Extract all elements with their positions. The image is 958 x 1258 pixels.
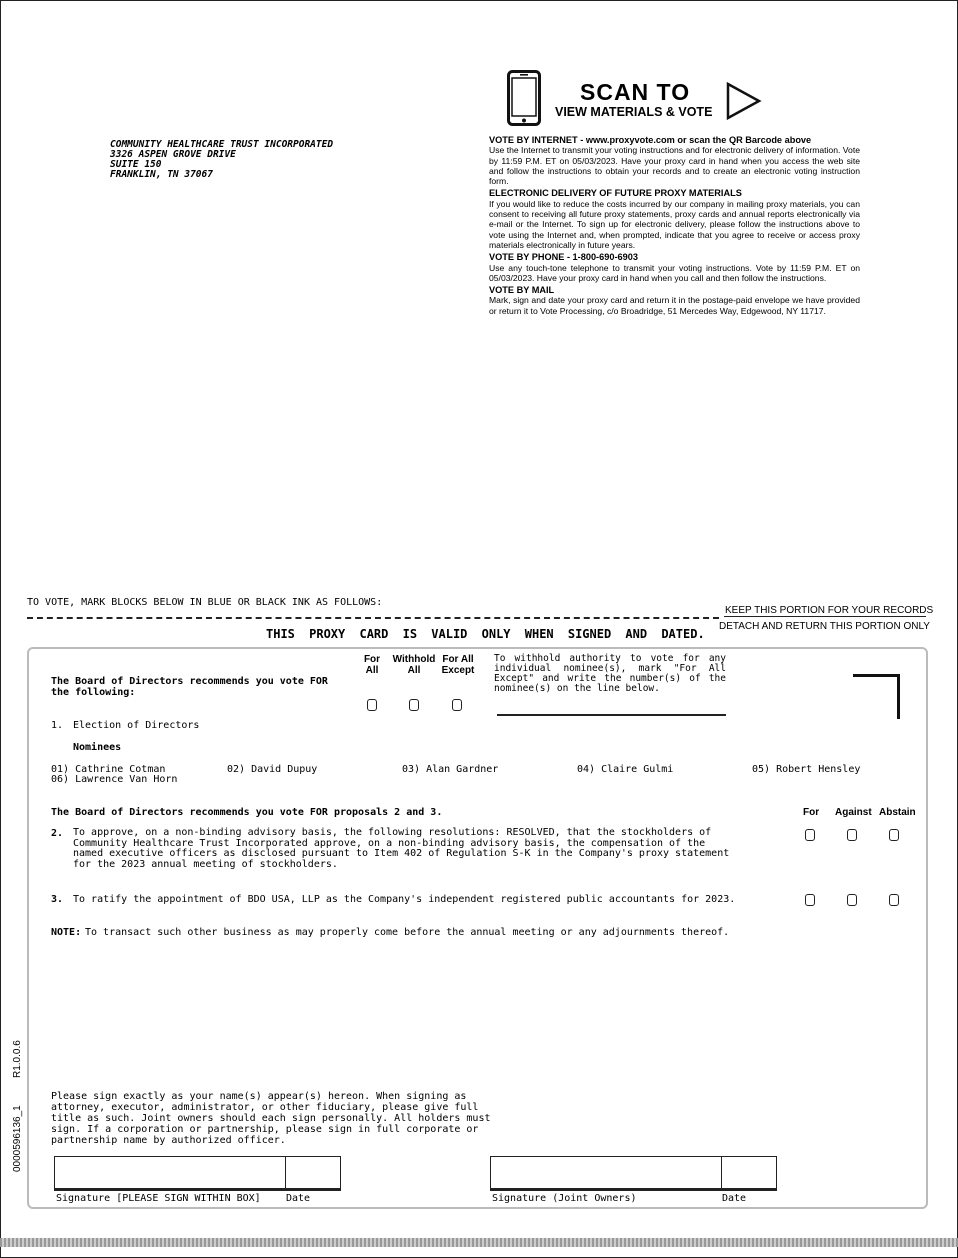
item-2-line-1: To approve, on a non-binding advisory basis, the following resolutions: RESOLVED, that the stockholders of [73,827,712,838]
sign-line-4: sign. If a corporation or partnership, please sign in full corporate or [51,1124,479,1135]
item-1-number: 1. [51,720,64,731]
date-label: Date [286,1193,311,1204]
internet-text: Use the Internet to transmit your voting instructions and for electronic delivery of information. Vote by 11:59 P.M. ET on 05/03/2023. Have your proxy card in hand when you access the web site and follow the instructions to obtain your records and to create an electronic voting instruction form. [489,145,860,187]
joint-date-box[interactable] [721,1156,777,1190]
item-2-line-4: for the 2023 annual meeting of stockholders. [73,858,338,870]
voting-instructions [489,134,860,318]
item-2-number: 2. [51,828,64,839]
col-withhold-line-1: Withhold [392,654,436,665]
scan-subtitle: VIEW MATERIALS & VOTE [555,105,713,119]
nominee-02: 02) David Dupuy [227,764,318,775]
item-3-text: To ratify the appointment of BDO USA, LLP as the Company's independent registered public accountants for 2023. [73,894,736,905]
recommend-heading-line-2: the following: [51,687,136,698]
nominee-04: 04) Claire Gulmi [577,764,674,775]
sign-line-5: partnership name by authorized officer. [51,1135,286,1146]
nominee-03: 03) Alan Gardner [402,764,499,775]
for-all-except-checkbox[interactable] [452,699,462,711]
recommend-proposals-heading: The Board of Directors recommends you vote FOR proposals 2 and 3. [51,807,443,818]
electronic-text: If you would like to reduce the costs incurred by our company in mailing proxy materials, you can consent to receiving all future proxy statements, proxy cards and annual reports electronically via e-mail or the Internet. To sign up for electronic delivery, please follow the instructions above to vote using the Internet and, when prompted, indicate that you agree to receive or access proxy materials electronically in future years. [489,198,860,250]
date-box[interactable] [285,1156,341,1190]
keep-portion-label: KEEP THIS PORTION FOR YOUR RECORDS [725,605,934,616]
sign-line-2: attorney, executor, administrator, or other fiduciary, please give full [51,1102,479,1113]
to-vote-instruction: TO VOTE, MARK BLOCKS BELOW IN BLUE OR BLACK INK AS FOLLOWS: [27,597,383,608]
recommend-heading-line-1: The Board of Directors recommends you vote FOR [51,676,328,687]
keep-portion-underline [724,616,926,617]
side-code-revision: R1.0.0.6 [12,1040,23,1078]
col-withhold-header [390,654,438,676]
col-except-header [440,654,476,676]
mailing-address [110,140,333,180]
joint-date-label: Date [722,1193,747,1204]
note-text: To transact such other business as may properly come before the annual meeting or any adjournments thereof. [85,927,730,938]
item-1-text: Election of Directors [73,720,200,731]
for-all-checkbox[interactable] [367,699,377,711]
note-label: NOTE: [51,927,82,938]
nominees-label: Nominees [73,742,122,753]
address-line-1: COMMUNITY HEALTHCARE TRUST INCORPORATED [110,139,334,150]
corner-mark-horizontal [853,674,900,677]
col-withhold-line-2: All [407,665,421,676]
item-2-for-checkbox[interactable] [805,829,815,841]
internet-heading: VOTE BY INTERNET - www.proxyvote.com or scan the QR Barcode above [489,135,812,145]
item-3-abstain-checkbox[interactable] [889,894,899,906]
joint-signature-label: Signature (Joint Owners) [492,1193,637,1204]
withhold-all-checkbox[interactable] [409,699,419,711]
nominee-06: 06) Lawrence Van Horn [51,774,178,785]
nominee-exception-line[interactable] [497,714,726,716]
nominee-05: 05) Robert Hensley [752,764,861,775]
item-2-against-checkbox[interactable] [847,829,857,841]
electronic-heading: ELECTRONIC DELIVERY OF FUTURE PROXY MATERIALS [489,188,742,199]
col-except-line-2: Except [441,665,475,676]
mail-text: Mark, sign and date your proxy card and return it in the postage-paid envelope we have provided or return it to Vote Processing, c/o Broadridge, 51 Mercedes Way, Edgewood, NY 11717. [489,295,860,316]
nominee-01: 01) Cathrine Cotman [51,764,166,775]
phone-icon [507,70,541,126]
col-for-header: For [803,807,820,818]
sign-line-1: Please sign exactly as your name(s) appear(s) hereon. When signing as [51,1091,467,1102]
item-2-text [73,828,729,870]
col-abstain-header: Abstain [879,807,916,818]
item-2-line-2: Community Healthcare Trust Incorporated approve, on a non-binding advisory basis, the compensation of the [73,837,706,849]
joint-signature-box[interactable] [490,1156,722,1190]
item-3-number: 3. [51,894,64,905]
phone-heading: VOTE BY PHONE - 1-800-690-6903 [489,252,638,263]
item-3-against-checkbox[interactable] [847,894,857,906]
footer-border-bar [0,1238,958,1247]
signature-baseline [54,1188,341,1191]
col-for-all-line-1: For [363,654,381,665]
phone-text: Use any touch-tone telephone to transmit your voting instructions. Vote by 11:59 P.M. ET on 05/03/2023. Have your proxy card in hand when you call and then follow the instructions. [489,262,860,283]
col-for-all-header [357,654,387,676]
col-for-all-line-2: All [365,665,379,676]
valid-notice: THIS PROXY CARD IS VALID ONLY WHEN SIGNED AND DATED. [266,627,705,641]
address-line-4: FRANKLIN, TN 37067 [110,169,213,180]
scan-title: SCAN TO [580,79,691,105]
perforation-line [27,617,719,619]
sign-line-3: title as such. Joint owners should each sign personally. All holders must [51,1113,491,1124]
signature-label: Signature [PLEASE SIGN WITHIN BOX] [56,1193,261,1204]
col-against-header: Against [835,807,872,818]
play-arrow-icon [725,82,763,120]
signing-instructions [51,1091,491,1146]
col-except-line-1: For All [442,654,474,665]
address-line-2: 3326 ASPEN GROVE DRIVE [110,149,236,160]
signature-box[interactable] [54,1156,286,1190]
item-2-line-3: named executive officers as disclosed pursuant to Item 402 of Regulation S-K in the Company's proxy statement [73,848,730,859]
item-2-abstain-checkbox[interactable] [889,829,899,841]
address-line-3: SUITE 150 [110,159,162,170]
joint-signature-baseline [490,1188,777,1191]
corner-mark-vertical [897,674,900,719]
item-3-for-checkbox[interactable] [805,894,815,906]
withhold-instruction: To withhold authority to vote for any individual nominee(s), mark "For All Except" and write the number(s) of the nominee(s) on the line below. [494,653,726,694]
side-code-id: 0000596136_1 [12,1105,23,1172]
detach-portion-label: DETACH AND RETURN THIS PORTION ONLY [719,621,930,632]
mail-heading: VOTE BY MAIL [489,285,555,296]
